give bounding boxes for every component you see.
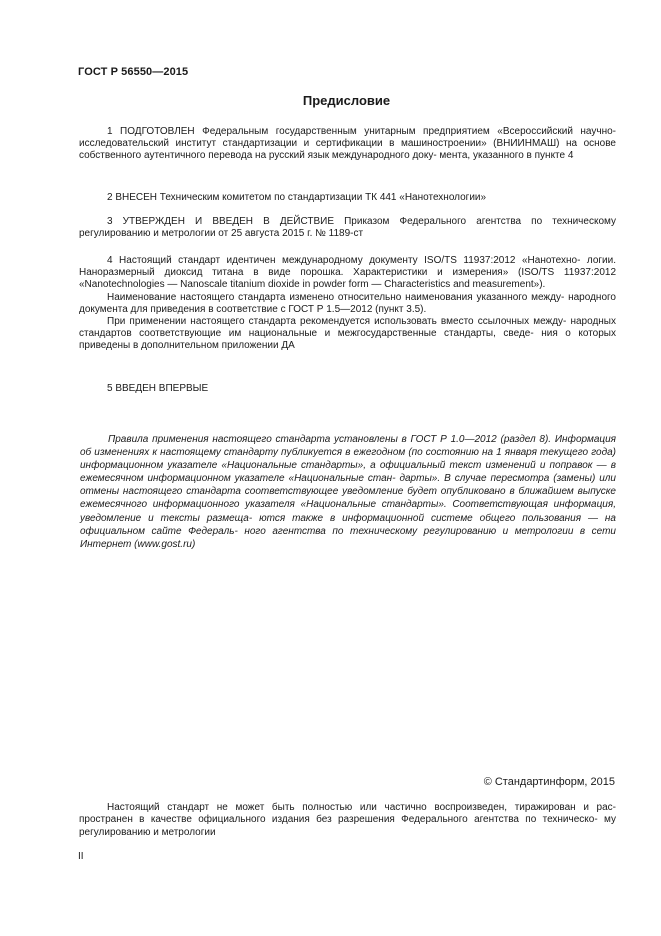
- item-4-text: 4 Настоящий стандарт идентичен международному документу ISO/TS 11937:2012 «Нанотехно- логии. Наноразмерный диоксид титана в виде порошка. Характеристики и измерения» (ISO/TS 11937:2012 «Nanotechnologies — Nanoscale titanium dioxide in powder form — Characteristics and measurement»).: [79, 255, 616, 291]
- copyright: © Стандартинформ, 2015: [483, 776, 615, 788]
- application-notice: [80, 433, 616, 551]
- item-3: [79, 216, 616, 240]
- item-4: [79, 255, 616, 353]
- item-5-text: 5 ВВЕДЕН ВПЕРВЫЕ: [107, 383, 209, 394]
- item-3-text: 3 УТВЕРЖДЕН И ВВЕДЕН В ДЕЙСТВИЕ Приказом Федерального агентства по техническому регулированию и метрологии от 25 августа 2015 г. № 1189-ст: [79, 216, 616, 240]
- item-2: [79, 192, 616, 204]
- page-title: Предисловие: [302, 93, 391, 108]
- item-2-text: 2 ВНЕСЕН Техническим комитетом по стандартизации ТК 441 «Нанотехнологии»: [107, 192, 487, 203]
- standard-code: ГОСТ Р 56550—2015: [78, 66, 189, 78]
- item-4-rename-text: Наименование настоящего стандарта изменено относительно наименования указанного между- народного документа для приведения в соответствие с ГОСТ Р 1.5—2012 (пункт 3.5).: [79, 291, 616, 315]
- item-5: [79, 383, 616, 395]
- item-1-text: 1 ПОДГОТОВЛЕН Федеральным государственным унитарным предприятием «Всероссийский научно-исследовательский институт стандартизации и сертификации в машиностроении» (ВНИИНМАШ) на основе собственного аутентичного перевода на русский язык международного доку- мента, указанного в пункте 4: [79, 126, 616, 162]
- page-number: II: [78, 851, 84, 862]
- item-4-references-text: При применении настоящего стандарта рекомендуется использовать вместо ссылочных между- народных стандартов соответствующие им национальные и межгосударственные стандарты, сведе- ния о которых приведены в дополнительном приложении ДА: [79, 316, 616, 352]
- item-1: [79, 126, 616, 163]
- application-notice-text: Правила применения настоящего стандарта установлены в ГОСТ Р 1.0—2012 (раздел 8). Информация об изменениях к настоящему стандарту публикуется в ежегодном (по состоянию на 1 января текущего года) информационном указателе «Национальные стандарты», а официальный текст изменений и поправок — в ежемесячном информационном указателе «Национальные стан- дарты». В случае пересмотра (замены) или отмены настоящего стандарта соответствующее уведомление будет опубликовано в ближайшем выпуске ежемесячного информационного указателя «Национальные стандарты». Соответствующая информация, уведомление и тексты размеща- ются также в информационной системе общего пользования — на официальном сайте Федераль- ного агентства по техническому регулированию и метрологии в сети Интернет (www.gost.ru): [80, 434, 616, 550]
- reproduction-notice-text: Настоящий стандарт не может быть полностью или частично воспроизведен, тиражирован и рас- пространен в качестве официального издания без разрешения Федерального агентства по техническо- му регулированию и метрологии: [79, 802, 616, 838]
- reproduction-notice: [79, 802, 616, 839]
